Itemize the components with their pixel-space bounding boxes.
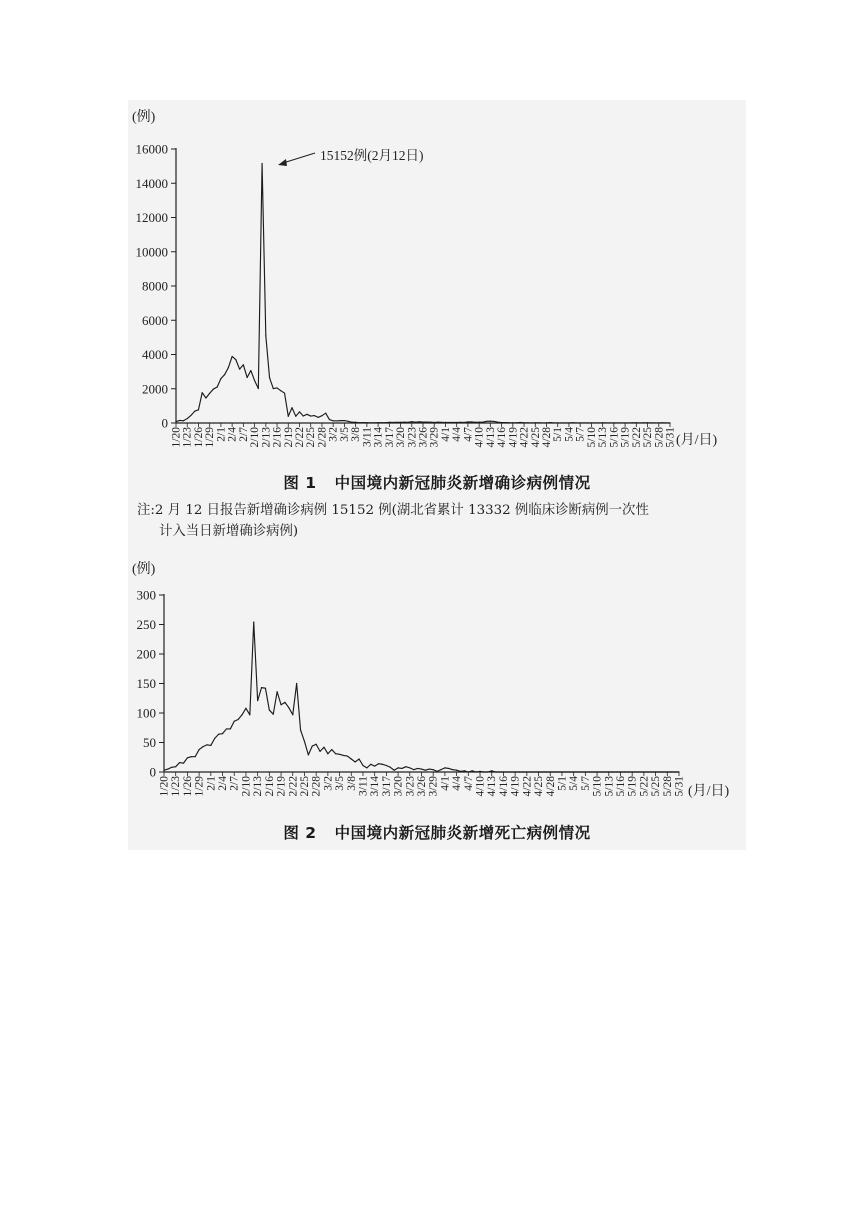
data-point [316, 744, 317, 745]
x-tick-label: 3/2 [322, 776, 335, 791]
figure1-note-line1: 注:2 月 12 日报告新增确诊病例 15152 例(湖北省累计 13332 例临床诊断病例一次性 [137, 503, 649, 518]
x-tick-label: 3/11 [357, 776, 370, 797]
y-tick-label: 150 [136, 676, 156, 691]
y-tick-label: 0 [149, 764, 156, 780]
x-tick-label: 5/25 [650, 776, 663, 797]
x-tick-label: 5/28 [661, 776, 674, 797]
chart2-x-ticks [159, 772, 686, 796]
x-tick-label: 3/2 [327, 427, 340, 442]
data-point [468, 771, 469, 772]
x-tick-label: 5/25 [642, 427, 655, 448]
y-tick-label: 250 [136, 617, 156, 632]
data-point [515, 771, 516, 772]
x-tick-label: 3/20 [392, 776, 405, 797]
data-point [327, 753, 328, 754]
data-point [534, 771, 535, 772]
data-point [288, 707, 289, 708]
data-point [171, 767, 172, 768]
x-tick-label: 3/29 [427, 776, 440, 797]
x-tick-label: 2/25 [305, 427, 318, 448]
data-point [433, 769, 434, 770]
data-point [163, 770, 164, 771]
x-tick-label: 2/4 [217, 776, 230, 791]
x-tick-label: 5/13 [597, 427, 610, 448]
data-point [273, 714, 274, 715]
x-tick-label: 4/7 [462, 776, 475, 791]
x-tick-label: 2/28 [310, 776, 323, 797]
x-tick-label: 5/1 [556, 776, 569, 791]
x-tick-label: 4/16 [496, 427, 509, 448]
data-point [557, 771, 558, 772]
data-point [253, 622, 254, 623]
x-tick-label: 2/13 [260, 427, 273, 448]
data-point [269, 709, 270, 710]
data-point [343, 755, 344, 756]
x-tick-label: 5/10 [585, 427, 598, 448]
data-point [561, 771, 562, 772]
data-point [659, 771, 660, 772]
x-tick-label: 1/23 [181, 427, 194, 448]
x-tick-label: 3/8 [345, 776, 358, 791]
x-tick-label: 4/4 [451, 776, 464, 791]
data-point [358, 758, 359, 759]
x-tick-label: 3/14 [372, 427, 385, 448]
x-tick-label: 3/5 [334, 776, 347, 791]
y-tick-label: 16000 [135, 141, 168, 157]
x-tick-label: 2/25 [298, 776, 311, 797]
data-point [355, 761, 356, 762]
figure1-note-line2: 计入当日新增确诊病例) [159, 524, 299, 539]
x-tick-label: 1/26 [181, 776, 194, 797]
x-tick-label: 1/29 [193, 776, 206, 797]
x-tick-label: 3/8 [350, 427, 363, 442]
data-point [569, 771, 570, 772]
data-point [550, 771, 551, 772]
data-point [323, 747, 324, 748]
data-point [460, 771, 461, 772]
y-tick-label: 50 [143, 735, 156, 750]
data-point [674, 771, 675, 772]
data-point [199, 749, 200, 750]
x-tick-label: 3/23 [406, 427, 419, 448]
y-tick-label: 2000 [142, 381, 168, 397]
data-point [382, 764, 383, 765]
x-tick-label: 5/16 [608, 427, 621, 448]
data-point [511, 771, 512, 772]
data-point [429, 768, 430, 769]
x-tick-label: 3/29 [428, 427, 441, 448]
data-point [413, 769, 414, 770]
x-tick-label: 2/22 [294, 427, 306, 448]
x-tick-label: 5/28 [653, 427, 666, 448]
data-point [542, 771, 543, 772]
x-tick-label: 4/10 [473, 427, 486, 448]
data-point [222, 733, 223, 734]
data-point [230, 728, 231, 729]
x-tick-label: 3/17 [380, 776, 393, 797]
x-tick-label: 2/7 [228, 776, 241, 791]
x-tick-label: 2/16 [263, 776, 276, 797]
data-point [214, 738, 215, 739]
data-point [518, 771, 519, 772]
data-point [394, 770, 395, 771]
x-tick-label: 4/4 [451, 427, 464, 442]
x-tick-label: 5/16 [614, 776, 627, 797]
data-point [479, 771, 480, 772]
data-point [312, 745, 313, 746]
data-point [526, 771, 527, 772]
y-tick-label: 10000 [135, 244, 168, 260]
x-tick-label: 2/1 [215, 427, 228, 442]
data-point [362, 765, 363, 766]
data-point [187, 757, 188, 758]
data-point [417, 768, 418, 769]
y-tick-label: 14000 [135, 175, 168, 191]
data-point [663, 771, 664, 772]
data-point [476, 771, 477, 772]
x-tick-label: 3/23 [404, 776, 417, 797]
x-tick-label: 2/4 [226, 427, 239, 442]
data-point [249, 714, 250, 715]
chart2-y-unit: (例) [132, 562, 156, 577]
data-point [304, 741, 305, 742]
x-tick-label: 4/22 [521, 776, 534, 797]
annotation-text: 15152例(2月12日) [320, 148, 424, 163]
x-tick-label: 3/20 [395, 427, 408, 448]
data-point [261, 687, 262, 688]
data-point [421, 768, 422, 769]
data-point [667, 771, 668, 772]
data-point [639, 771, 640, 772]
data-point [277, 691, 278, 692]
x-tick-label: 2/7 [237, 427, 250, 442]
data-point [593, 771, 594, 772]
data-point [183, 763, 184, 764]
y-tick-label: 12000 [135, 210, 168, 225]
data-point [257, 700, 258, 701]
y-tick-label: 0 [161, 415, 168, 431]
figure1-number: 图 1 [283, 474, 317, 492]
x-tick-label: 3/14 [369, 776, 382, 797]
x-tick-label: 4/1 [439, 427, 452, 442]
data-point [405, 766, 406, 767]
x-tick-label: 5/4 [563, 427, 576, 442]
x-tick-label: 3/26 [416, 776, 428, 797]
data-point [671, 771, 672, 772]
data-point [503, 771, 504, 772]
figure2-number: 图 2 [283, 824, 317, 842]
data-point [280, 704, 281, 705]
data-point [643, 771, 644, 772]
data-point [265, 688, 266, 689]
x-tick-label: 2/19 [282, 427, 295, 448]
data-point [565, 771, 566, 772]
y-tick-label: 300 [136, 587, 156, 603]
data-point [308, 754, 309, 755]
y-tick-label: 6000 [142, 312, 168, 328]
x-tick-label: 2/13 [252, 776, 265, 797]
x-tick-label: 5/13 [603, 776, 616, 797]
data-point [210, 745, 211, 746]
data-point [448, 768, 449, 769]
data-point [440, 769, 441, 770]
x-tick-label: 2/22 [287, 776, 300, 797]
data-point [612, 771, 613, 772]
data-point [284, 702, 285, 703]
figure2-caption [128, 821, 746, 843]
x-tick-label: 1/20 [170, 427, 183, 448]
data-point [616, 771, 617, 772]
data-point [495, 771, 496, 772]
x-tick-label: 4/1 [439, 776, 452, 791]
chart2-x-unit: (月/日) [688, 784, 730, 799]
series-line [164, 622, 679, 772]
x-tick-label: 4/16 [497, 776, 510, 797]
y-tick-label: 8000 [142, 278, 168, 294]
data-point [386, 765, 387, 766]
data-point [179, 762, 180, 763]
chart1-y-unit: (例) [132, 110, 156, 125]
data-point [472, 770, 473, 771]
x-tick-label: 5/19 [619, 427, 632, 448]
chart1-x-unit: (月/日) [676, 433, 718, 448]
x-tick-label: 4/13 [484, 427, 497, 448]
data-point [437, 771, 438, 772]
data-point [175, 766, 176, 767]
data-point [546, 771, 547, 772]
data-point [577, 771, 578, 772]
data-point [206, 744, 207, 745]
x-tick-label: 5/7 [579, 776, 592, 791]
x-tick-label: 4/28 [541, 427, 553, 448]
data-point [167, 768, 168, 769]
data-point [651, 771, 652, 772]
data-point [296, 683, 297, 684]
y-tick-label: 200 [136, 646, 156, 662]
data-point [491, 770, 492, 771]
y-tick-label: 4000 [142, 347, 168, 362]
x-tick-label: 1/26 [192, 427, 205, 448]
x-tick-label: 2/28 [316, 427, 329, 448]
data-point [604, 771, 605, 772]
data-point [234, 721, 235, 722]
data-point [195, 756, 196, 757]
data-point [589, 771, 590, 772]
x-tick-label: 5/4 [568, 776, 581, 791]
data-point [292, 714, 293, 715]
x-tick-label: 2/10 [240, 776, 253, 797]
x-tick-label: 5/10 [591, 776, 604, 797]
data-point [370, 764, 371, 765]
data-point [507, 771, 508, 772]
data-point [409, 767, 410, 768]
data-point [678, 771, 679, 772]
data-point [632, 771, 633, 772]
data-point [331, 749, 332, 750]
data-point [335, 753, 336, 754]
x-tick-label: 4/22 [518, 427, 531, 448]
data-point [319, 751, 320, 752]
x-tick-label: 5/22 [630, 427, 643, 448]
data-point [573, 771, 574, 772]
chart2-axes [164, 594, 679, 772]
x-tick-label: 2/16 [271, 427, 284, 448]
x-tick-label: 4/7 [462, 427, 475, 442]
data-point [483, 771, 484, 772]
data-point [581, 771, 582, 772]
data-point [624, 771, 625, 772]
data-point [226, 728, 227, 729]
chart2-y-ticks [137, 588, 165, 780]
x-tick-label: 5/19 [626, 776, 639, 797]
x-tick-label: 3/17 [383, 427, 396, 448]
data-point [522, 771, 523, 772]
data-point [425, 770, 426, 771]
x-tick-label: 4/13 [486, 776, 499, 797]
data-point [339, 754, 340, 755]
data-point [351, 758, 352, 759]
data-point [635, 771, 636, 772]
data-point [647, 771, 648, 772]
x-tick-label: 4/28 [544, 776, 557, 797]
data-point [596, 771, 597, 772]
data-point [238, 719, 239, 720]
x-tick-label: 5/31 [664, 427, 677, 448]
data-point [401, 768, 402, 769]
data-point [608, 771, 609, 772]
x-tick-label: 4/19 [507, 427, 520, 448]
data-point [378, 763, 379, 764]
data-point [464, 770, 465, 771]
data-point [628, 771, 629, 772]
x-tick-label: 4/25 [529, 427, 542, 448]
x-tick-label: 5/7 [574, 427, 587, 442]
data-point [202, 746, 203, 747]
x-tick-label: 2/19 [275, 776, 288, 797]
data-point [538, 771, 539, 772]
data-point [241, 714, 242, 715]
data-point [191, 756, 192, 757]
data-point [585, 771, 586, 772]
data-point [655, 771, 656, 772]
data-point [487, 771, 488, 772]
chart2-series [163, 622, 679, 773]
data-point [366, 767, 367, 768]
y-tick-label: 100 [136, 705, 156, 721]
x-tick-label: 5/22 [638, 776, 651, 797]
data-point [499, 771, 500, 772]
x-tick-label: 2/1 [205, 776, 218, 791]
x-tick-label: 4/10 [474, 776, 487, 797]
x-tick-label: 5/31 [673, 776, 686, 797]
x-tick-label: 4/25 [533, 776, 546, 797]
x-tick-label: 2/10 [249, 427, 262, 448]
x-tick-label: 5/1 [552, 427, 565, 442]
data-point [300, 730, 301, 731]
data-point [444, 767, 445, 768]
data-point [456, 770, 457, 771]
data-point [554, 771, 555, 772]
x-tick-label: 1/23 [170, 776, 183, 797]
data-point [452, 769, 453, 770]
x-tick-label: 4/19 [509, 776, 522, 797]
data-point [397, 767, 398, 768]
data-point [600, 771, 601, 772]
data-point [374, 766, 375, 767]
data-point [390, 767, 391, 768]
x-tick-label: 3/26 [417, 427, 430, 448]
x-tick-label: 3/5 [338, 427, 351, 442]
data-point [245, 708, 246, 709]
x-tick-label: 3/11 [361, 427, 374, 448]
x-tick-label: 1/20 [158, 776, 171, 797]
figure2-title: 中国境内新冠肺炎新增死亡病例情况 [334, 824, 591, 842]
data-point [218, 734, 219, 735]
data-point [347, 755, 348, 756]
data-point [530, 771, 531, 772]
x-tick-label: 1/29 [204, 427, 217, 448]
figure1-title: 中国境内新冠肺炎新增确诊病例情况 [334, 474, 591, 492]
data-point [620, 771, 621, 772]
